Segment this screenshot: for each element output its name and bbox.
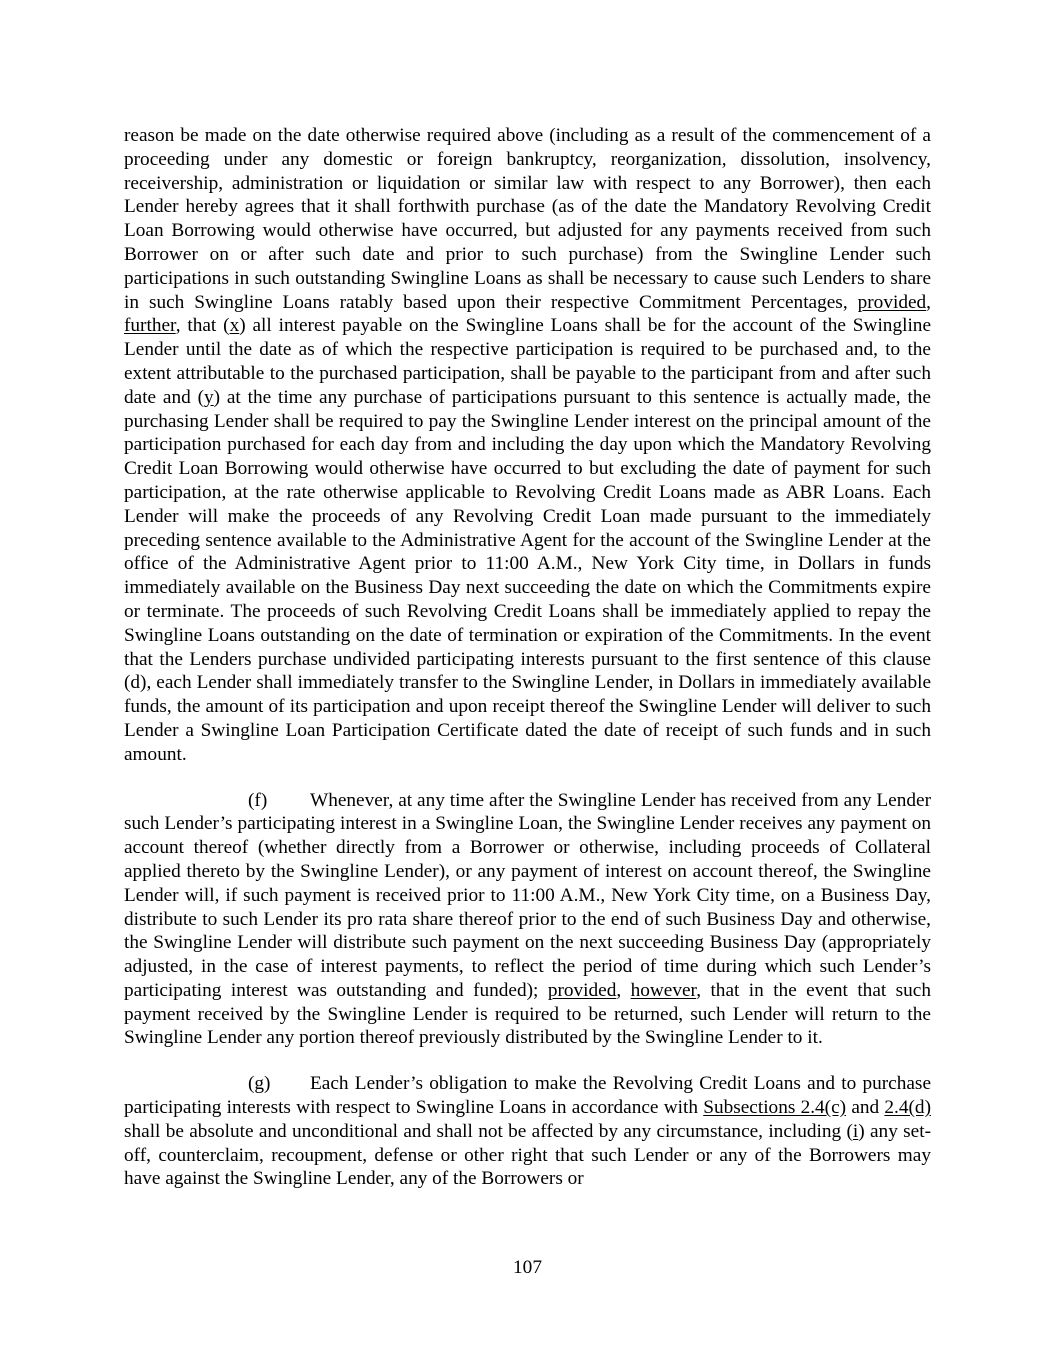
cross-reference-2-4-d: 2.4(d) xyxy=(884,1097,931,1119)
text-run: and xyxy=(846,1097,885,1119)
text-run: , xyxy=(926,291,931,313)
text-run: Each Lender’s obligation to make the Revolving Credit Loans and to purchase participating interests with respect to Swingline Loans in accordance with xyxy=(124,1073,931,1119)
text-run: ) at the time any purchase of participations pursuant to this sentence is actually made, the purchasing Lender shall be required to pay the Swingline Lender interest on the principal amount of the participation purchased for each day from and including the day upon which the Mandatory Revolving Credit Loan Borrowing would otherwise have occurred to but excluding the date of payment for such participation, at the rate otherwise applicable to Revolving Credit Loans made as ABR Loans. Each Lender will make the proceeds of any Revolving Credit Loan made pursuant to the immediately preceding sentence available to the Administrative Agent for the account of the Swingline Lender at the office of the Administrative Agent prior to 11:00 A.M., New York City time, in Dollars in funds immediately available on the Business Day next succeeding the date on which the Commitments expire or terminate. The proceeds of such Revolving Credit Loans shall be immediately applied to repay the Swingline Loans outstanding on the date of termination or expiration of the Commitments. In the event that the Lenders purchase undivided participating interests pursuant to the first sentence of this clause (d), each Lender shall immediately transfer to the Swingline Lender, in Dollars in immediately available funds, the amount of its participation and upon receipt thereof the Swingline Lender will deliver to such Lender a Swingline Loan Participation Certificate dated the date of receipt of such funds and in such amount. xyxy=(124,386,931,765)
paragraph-label-f: (f) xyxy=(248,789,268,811)
underlined-term-however: however xyxy=(630,979,697,1001)
underlined-term-provided: provided xyxy=(857,291,927,313)
text-run: ) any set-off, counterclaim, recoupment, defense or other right that such Lender or any of the Borrowers may have against the Swingline Lender, any of the Borrowers or xyxy=(124,1120,931,1190)
underlined-clause-x: x xyxy=(229,315,240,337)
underlined-clause-i: i xyxy=(852,1120,859,1142)
paragraph-g xyxy=(124,1072,931,1191)
document-body xyxy=(124,124,931,1191)
underlined-clause-y: y xyxy=(204,386,214,408)
text-run: , xyxy=(616,979,631,1001)
underlined-term-further: further xyxy=(124,315,176,337)
page-number: 107 xyxy=(513,1257,542,1278)
underlined-term-provided: provided xyxy=(547,979,617,1001)
text-run: shall be absolute and unconditional and shall not be affected by any circumstance, including ( xyxy=(124,1120,853,1142)
cross-reference-subsections-2-4-c: Subsections 2.4(c) xyxy=(703,1097,847,1119)
text-run: , that ( xyxy=(175,315,230,337)
text-run: Whenever, at any time after the Swingline Lender has received from any Lender such Lender’s participating interest in a Swingline Loan, the Swingline Lender receives any payment on account thereof (whether directly from a Borrower or otherwise, including proceeds of Collateral applied thereto by the Swingline Lender), or any payment of interest on account thereof, the Swingline Lender will, if such payment is received prior to 11:00 A.M., New York City time, on a Business Day, distribute to such Lender its pro rata share thereof prior to the end of such Business Day and otherwise, the Swingline Lender will distribute such payment on the next succeeding Business Day (appropriately adjusted, in the case of interest payments, to reflect the period of time during which such Lender’s participating interest was outstanding and funded); xyxy=(124,789,931,1001)
paragraph-label-g: (g) xyxy=(248,1073,271,1095)
text-run: , that in the event that such payment received by the Swingline Lender is required to be returned, such Lender will return to the Swingline Lender any portion thereof previously distributed by the Swingline Lender to it. xyxy=(124,979,931,1049)
paragraph-continuation xyxy=(124,124,931,767)
text-run: reason be made on the date otherwise required above (including as a result of the commencement of a proceeding under any domestic or foreign bankruptcy, reorganization, dissolution, insolvency, receivership, administration or liquidation or similar law with respect to any Borrower), then each Lender hereby agrees that it shall forthwith purchase (as of the date the Mandatory Revolving Credit Loan Borrowing would otherwise have occurred, but adjusted for any payments received from such Borrower on or after such date and prior to such purchase) from the Swingline Lender such participations in such outstanding Swingline Loans as shall be necessary to cause such Lenders to share in such Swingline Loans ratably based upon their respective Commitment Percentages, xyxy=(124,125,931,313)
text-run: ) all interest payable on the Swingline Loans shall be for the account of the Swingline Lender until the date as of which the respective participation is required to be purchased and, to the extent attributable to the purchased participation, shall be payable to the participant from and after such date and ( xyxy=(124,315,932,408)
paragraph-f xyxy=(124,789,931,1051)
